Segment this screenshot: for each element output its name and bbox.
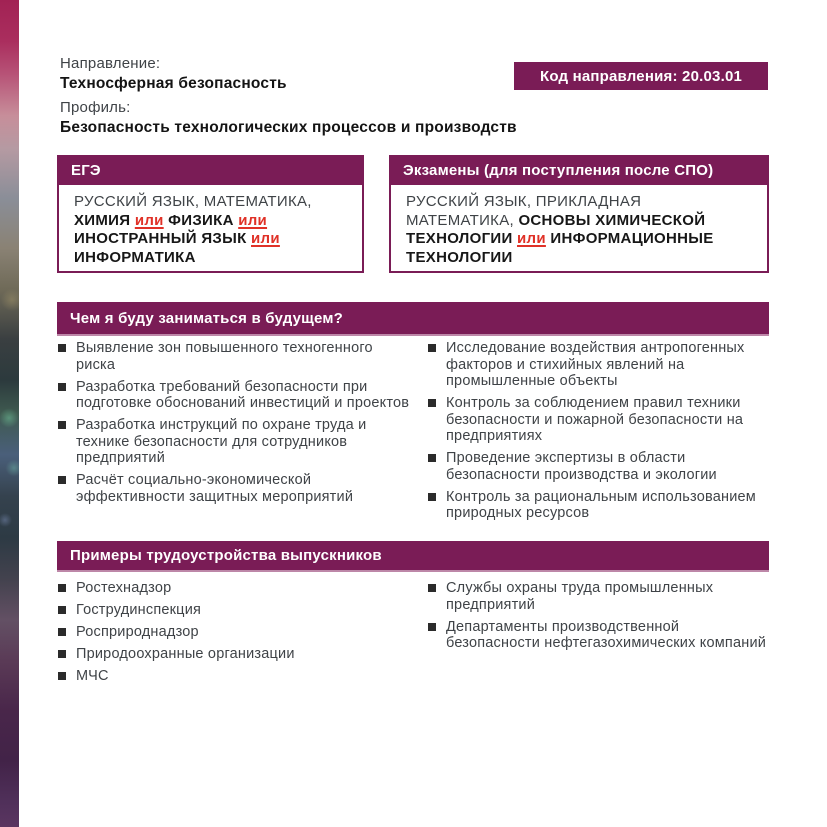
subject-text: РУССКИЙ ЯЗЫК, МАТЕМАТИКА,: [74, 193, 312, 210]
bullet-list: [428, 580, 769, 652]
list-item-text: Департаменты производственной безопасности нефтегазохимических компаний: [446, 618, 767, 651]
section-employment-title: Примеры трудоустройства выпускников: [70, 547, 382, 564]
bullet-square-icon: [428, 493, 436, 501]
bullet-square-icon: [58, 606, 66, 614]
profile-label: Профиль:: [60, 99, 131, 116]
future-left-column: [58, 340, 410, 511]
list-item: [58, 472, 410, 505]
list-item-text: Контроль за рациональным использованием природных ресурсов: [446, 488, 756, 521]
list-item-text: Выявление зон повышенного техногенного риска: [76, 340, 373, 373]
list-item: [428, 580, 769, 613]
subject-text: ХИМИЯ: [74, 211, 135, 229]
section-future-title-band: [57, 302, 769, 336]
bullet-list: [58, 580, 410, 685]
list-item-text: Службы охраны труда промышленных предприятий: [446, 580, 714, 613]
bullet-square-icon: [428, 399, 436, 407]
bullet-square-icon: [58, 383, 66, 391]
decorative-photo-strip: [0, 0, 19, 827]
list-item-text: Разработка инструкций по охране труда и технике безопасности для сотрудников предприятий: [76, 417, 367, 466]
list-item: [58, 624, 410, 641]
bullet-square-icon: [58, 584, 66, 592]
subject-text: ОСНОВЫ ХИМИЧЕСКОЙ ТЕХНОЛОГИИ: [406, 211, 706, 248]
subject-text: ИНОСТРАННЫЙ ЯЗЫК: [74, 230, 252, 248]
list-item-text: Контроль за соблюдением правил техники безопасности и пожарной безопасности на предприятиях: [446, 395, 744, 444]
bullet-square-icon: [58, 628, 66, 636]
bullet-square-icon: [58, 421, 66, 429]
program-header: [60, 54, 517, 137]
employment-left-column: [58, 580, 410, 690]
or-connector: или: [238, 211, 268, 229]
subject-text: ИНФОРМАТИКА: [74, 248, 196, 266]
bullet-square-icon: [58, 650, 66, 658]
bullet-square-icon: [58, 476, 66, 484]
list-item: [428, 489, 769, 522]
list-item: [58, 417, 410, 467]
list-item: [58, 340, 410, 373]
bullet-list: [58, 340, 410, 505]
profile-value: Безопасность технологических процессов и производств: [60, 118, 517, 136]
spo-exam-box: [389, 155, 769, 273]
list-item-text: Разработка требований безопасности при подготовке обоснований инвестиций и проектов: [76, 378, 410, 411]
ege-box-title: ЕГЭ: [57, 155, 364, 185]
spo-box-title: Экзамены (для поступления после СПО): [389, 155, 769, 185]
direction-code-badge: Код направления: 20.03.01: [514, 62, 768, 90]
list-item-text: Росприроднадзор: [76, 624, 199, 640]
direction-value: Техносферная безопасность: [60, 74, 287, 92]
list-item-text: Природоохранные организации: [76, 646, 295, 662]
list-item: [428, 340, 769, 390]
bullet-list: [428, 340, 769, 522]
spo-box-subjects: [389, 185, 769, 273]
content-area: [57, 0, 769, 827]
list-item: [58, 379, 410, 412]
list-item: [58, 668, 410, 685]
section-employment-title-band: [57, 541, 769, 572]
bullet-square-icon: [428, 344, 436, 352]
bullet-square-icon: [58, 344, 66, 352]
bullet-square-icon: [58, 672, 66, 680]
list-item: [58, 646, 410, 663]
subject-text: ФИЗИКА: [163, 211, 239, 229]
list-item-text: Ростехнадзор: [76, 580, 172, 596]
direction-label: Направление:: [60, 55, 161, 72]
or-connector: или: [251, 230, 280, 248]
list-item: [58, 580, 410, 597]
list-item: [428, 395, 769, 445]
or-connector: или: [134, 211, 164, 229]
list-item-text: Проведение экспертизы в области безопасности производства и экологии: [446, 450, 717, 483]
subject-text: ИНФОРМАЦИОННЫЕ ТЕХНОЛОГИИ: [406, 230, 714, 266]
future-right-column: [428, 340, 769, 527]
list-item-text: Исследование воздействия антропогенных факторов и стихийных явлений на промышленные объекты: [446, 340, 745, 389]
list-item-text: Расчёт социально-экономической эффективности защитных мероприятий: [76, 472, 354, 505]
list-item-text: МЧС: [76, 668, 109, 684]
list-item: [58, 602, 410, 619]
ege-exam-box: [57, 155, 364, 273]
ege-box-subjects: [57, 185, 364, 273]
or-connector: или: [517, 230, 546, 248]
bullet-square-icon: [428, 454, 436, 462]
section-future-title: Чем я буду заниматься в будущем?: [70, 309, 344, 327]
list-item: [428, 619, 769, 652]
list-item-text: Гострудинспекция: [76, 602, 202, 618]
bullet-square-icon: [428, 623, 436, 631]
list-item: [428, 450, 769, 483]
subject-text: РУССКИЙ ЯЗЫК, ПРИКЛАДНАЯ МАТЕМАТИКА,: [406, 193, 642, 229]
bullet-square-icon: [428, 584, 436, 592]
employment-right-column: [428, 580, 769, 657]
